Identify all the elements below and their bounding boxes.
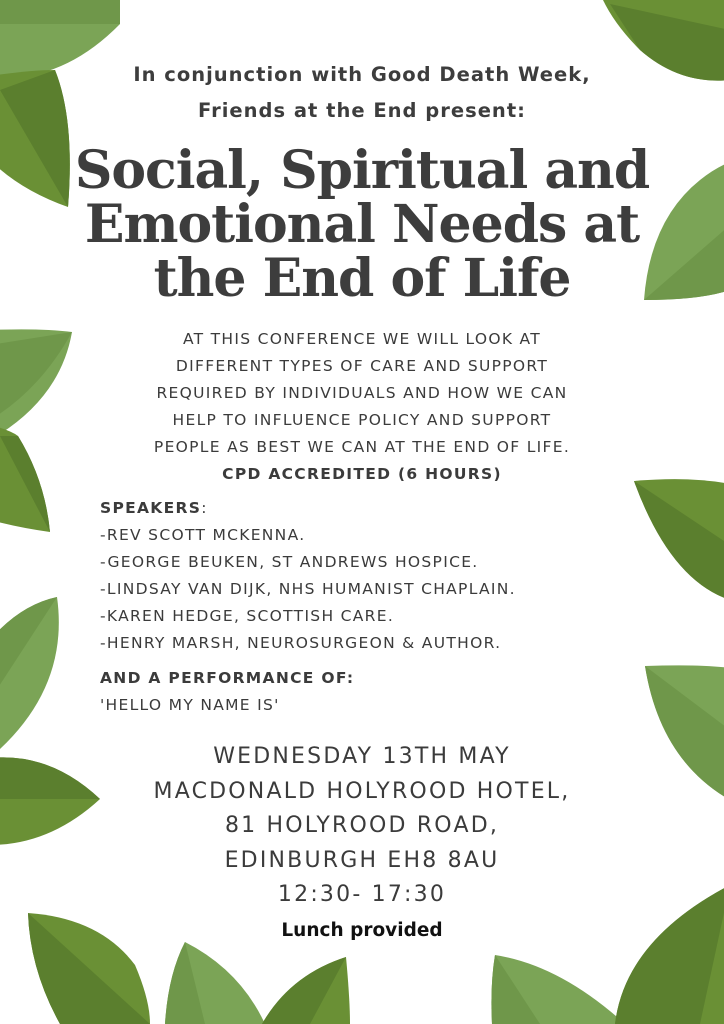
speakers-heading-label: SPEAKERS (100, 499, 202, 517)
event-city-postcode: EDINBURGH EH8 8AU (224, 847, 500, 873)
event-address: 81 HOLYROOD ROAD, (224, 813, 500, 838)
description-line: HELP TO INFLUENCE POLICY AND SUPPORT (172, 411, 552, 429)
speakers-heading-suffix: : (201, 499, 208, 517)
speakers-heading (100, 495, 660, 522)
title-line: the End of Life (153, 248, 571, 309)
event-details (0, 740, 724, 913)
accreditation-text: CPD ACCREDITED (6 HOURS) (222, 465, 502, 483)
event-description (0, 326, 724, 488)
speaker-item: -LINDSAY VAN DIJK, NHS HUMANIST CHAPLAIN. (100, 580, 516, 598)
description-line: AT THIS CONFERENCE WE WILL LOOK AT (182, 330, 542, 348)
description-line: DIFFERENT TYPES OF CARE AND SUPPORT (175, 357, 549, 375)
speaker-item: -GEORGE BEUKEN, ST ANDREWS HOSPICE. (100, 553, 479, 571)
speakers-section (100, 495, 660, 657)
intro-line: In conjunction with Good Death Week, (133, 63, 591, 86)
speaker-item: -REV SCOTT MCKENNA. (100, 526, 306, 544)
event-title (0, 140, 724, 309)
lunch-note: Lunch provided (281, 920, 443, 941)
intro-line: Friends at the End present: (198, 99, 526, 122)
performance-section (100, 665, 660, 719)
description-line: REQUIRED BY INDIVIDUALS AND HOW WE CAN (156, 384, 568, 402)
description-line: PEOPLE AS BEST WE CAN AT THE END OF LIFE. (153, 438, 571, 456)
event-date: WEDNESDAY 13TH MAY (213, 744, 511, 769)
title-line: Emotional Needs at (84, 194, 640, 255)
title-line: Social, Spiritual and (74, 140, 650, 201)
event-time: 12:30- 17:30 (277, 882, 447, 907)
performance-heading: AND A PERFORMANCE OF: (100, 669, 355, 687)
event-venue: MACDONALD HOLYROOD HOTEL, (153, 778, 571, 804)
speaker-item: -KAREN HEDGE, SCOTTISH CARE. (100, 607, 395, 625)
intro-text (0, 57, 724, 129)
performance-title: 'HELLO MY NAME IS' (100, 696, 280, 714)
speaker-item: -HENRY MARSH, NEUROSURGEON & AUTHOR. (100, 634, 502, 652)
